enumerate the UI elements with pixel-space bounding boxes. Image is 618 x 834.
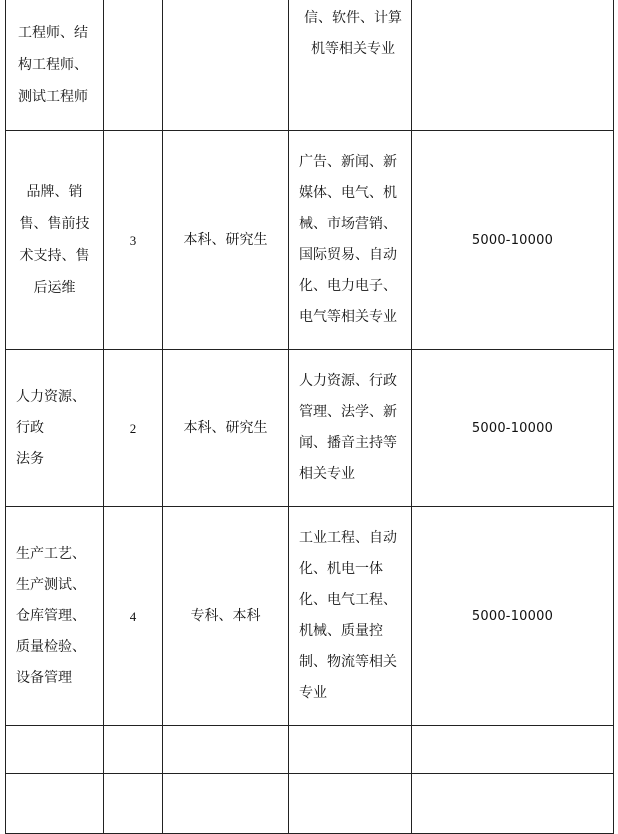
table-row: [6, 350, 614, 507]
major-cell: 工业工程、自动 化、机电一体 化、电气工程、 机械、质量控 制、物流等相关 专业: [289, 507, 412, 726]
count-cell: [104, 774, 163, 834]
count-cell: 3: [104, 131, 163, 350]
education-cell: 本科、研究生: [163, 131, 289, 350]
education-cell: [163, 0, 289, 131]
major-cell: 信、软件、计算 机等相关专业: [289, 0, 412, 131]
salary-cell: [412, 0, 614, 131]
table-row: [6, 726, 614, 774]
major-cell: [289, 774, 412, 834]
position-cell: 品牌、销 售、售前技 术支持、售 后运维: [6, 131, 104, 350]
position-cell: [6, 726, 104, 774]
count-cell: 2: [104, 350, 163, 507]
table-row: [6, 0, 614, 131]
education-cell: 本科、研究生: [163, 350, 289, 507]
position-cell: 工程师、结 构工程师、 测试工程师: [6, 0, 104, 131]
education-cell: [163, 774, 289, 834]
salary-cell: [412, 774, 614, 834]
position-cell: [6, 774, 104, 834]
education-cell: 专科、本科: [163, 507, 289, 726]
recruitment-table: [5, 0, 614, 834]
count-cell: 4: [104, 507, 163, 726]
table-row: [6, 774, 614, 834]
position-cell: 人力资源、 行政 法务: [6, 350, 104, 507]
salary-cell: 5000-10000: [412, 131, 614, 350]
major-cell: [289, 726, 412, 774]
count-cell: [104, 726, 163, 774]
education-cell: [163, 726, 289, 774]
major-cell: 广告、新闻、新 媒体、电气、机 械、市场营销、 国际贸易、自动 化、电力电子、 电气等相关专业: [289, 131, 412, 350]
major-cell: 人力资源、行政 管理、法学、新 闻、播音主持等 相关专业: [289, 350, 412, 507]
salary-cell: [412, 726, 614, 774]
count-cell: [104, 0, 163, 131]
table-row: [6, 131, 614, 350]
salary-cell: 5000-10000: [412, 507, 614, 726]
salary-cell: 5000-10000: [412, 350, 614, 507]
position-cell: 生产工艺、 生产测试、 仓库管理、 质量检验、 设备管理: [6, 507, 104, 726]
table-row: [6, 507, 614, 726]
